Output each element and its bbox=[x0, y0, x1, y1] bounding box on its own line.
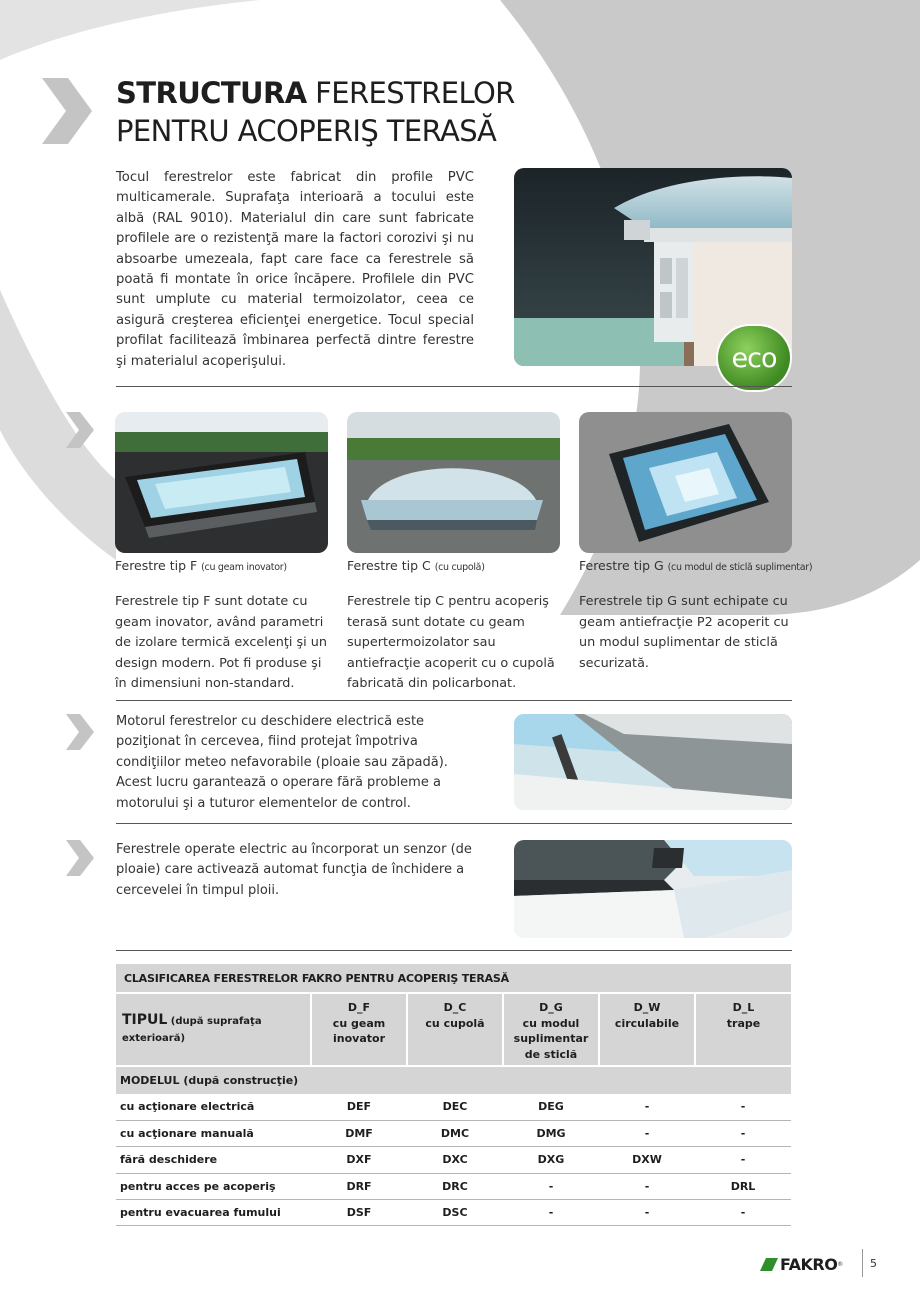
title-bold: STRUCTURA bbox=[116, 76, 307, 110]
type-header bbox=[116, 993, 311, 1066]
divider bbox=[116, 700, 792, 701]
table-cell: - bbox=[695, 1147, 791, 1173]
caption-main: Ferestre tip G bbox=[579, 558, 668, 573]
table-cell: - bbox=[599, 1173, 695, 1199]
table-cell: DRC bbox=[407, 1173, 503, 1199]
classification-table bbox=[116, 964, 791, 1226]
description-type-g: Ferestrele tip G sunt echipate cu geam antiefracţie P2 acoperit cu un modul suplimentar de sticlă securizată. bbox=[579, 594, 789, 671]
caption-type-c bbox=[347, 558, 485, 573]
chevron-icon bbox=[66, 714, 94, 750]
column-code: D_W bbox=[633, 1001, 661, 1014]
caption-small: (cu geam inovator) bbox=[201, 562, 287, 573]
table-row bbox=[116, 1200, 791, 1226]
divider bbox=[116, 950, 792, 951]
table-cell: DRF bbox=[311, 1173, 407, 1199]
sensor-paragraph: Ferestrele operate electric au încorporat un senzor (de ploaie) care activează automat funcţia de închidere a cercevelei în timpul ploii. bbox=[116, 842, 472, 898]
table-cell: DMC bbox=[407, 1120, 503, 1146]
caption-type-f bbox=[115, 558, 287, 573]
divider bbox=[116, 386, 792, 387]
sensor-photo bbox=[514, 840, 792, 938]
table-cell: DSF bbox=[311, 1200, 407, 1226]
window-type-c-photo bbox=[347, 412, 560, 553]
table-row bbox=[116, 1094, 791, 1120]
title-rest: FERESTRELOR bbox=[306, 76, 515, 110]
table-cell: - bbox=[599, 1200, 695, 1226]
chevron-icon bbox=[42, 78, 92, 144]
row-label: cu acţionare manuală bbox=[116, 1120, 311, 1146]
column-desc: cu geam inovator bbox=[332, 1016, 386, 1045]
row-label: fără deschidere bbox=[116, 1147, 311, 1173]
window-type-g-photo bbox=[579, 412, 792, 553]
intro-paragraph: Tocul ferestrelor este fabricat din profile PVC multicamerale. Suprafaţa interioară a tocului este albă (RAL 9010). Materialul din care sunt fabricate profilele are o rezistenţă mare la factori corozivi şi nu absoarbe umezeala, fapt care face ca ferestrele să poată fi montate în orice încăpere. Profilele din PVC sunt umplute cu material termoizolator, ceea ce asigură creşterea eficienţei energetice. Tocul special profilat facilitează îmbinarea perfectă dintre ferestre şi materialul acoperişului. bbox=[116, 170, 474, 369]
description-type-f: Ferestrele tip F sunt dotate cu geam inovator, având parametri de izolare termică excelenţi şi un design modern. Pot fi produse şi în dimensiuni non-standard. bbox=[115, 594, 327, 691]
eco-label: eco bbox=[731, 342, 777, 374]
column-desc: cu modul suplimentar de sticlă bbox=[513, 1016, 589, 1061]
column-desc: circulabile bbox=[614, 1016, 680, 1030]
eco-badge bbox=[718, 326, 790, 390]
table-cell: DSC bbox=[407, 1200, 503, 1226]
caption-small: (cu modul de sticlă suplimentar) bbox=[667, 562, 813, 573]
column-desc: cu cupolă bbox=[425, 1016, 485, 1030]
motor-photo bbox=[514, 714, 792, 810]
logo-mark-icon bbox=[760, 1258, 778, 1271]
column-header bbox=[311, 993, 407, 1066]
table-cell: DMF bbox=[311, 1120, 407, 1146]
table-title-row bbox=[116, 964, 791, 993]
column-header bbox=[407, 993, 503, 1066]
column-header bbox=[599, 993, 695, 1066]
description-type-c: Ferestrele tip C pentru acoperiş terasă sunt dotate cu geam supertermoizolator sau antiefracţie acoperit cu o cupolă fabricată din policarbonat. bbox=[347, 594, 555, 691]
page-title bbox=[116, 74, 536, 150]
type-label: TIPUL bbox=[122, 1012, 168, 1028]
row-label: pentru acces pe acoperiş bbox=[116, 1173, 311, 1199]
type-sub: (după suprafaţa exterioară) bbox=[122, 1016, 262, 1044]
title-line2: PENTRU ACOPERIŞ TERASĂ bbox=[116, 114, 497, 148]
caption-main: Ferestre tip C bbox=[347, 558, 435, 573]
chevron-icon bbox=[66, 840, 94, 876]
row-label: pentru evacuarea fumului bbox=[116, 1200, 311, 1226]
caption-main: Ferestre tip F bbox=[115, 558, 202, 573]
table-cell: DXW bbox=[599, 1147, 695, 1173]
table-cell: DRL bbox=[695, 1173, 791, 1199]
brand-name: FAKRO bbox=[780, 1254, 838, 1274]
window-type-f-photo bbox=[115, 412, 328, 553]
table-cell: - bbox=[695, 1200, 791, 1226]
row-label: cu acţionare electrică bbox=[116, 1094, 311, 1120]
table-cell: DXF bbox=[311, 1147, 407, 1173]
column-header bbox=[695, 993, 791, 1066]
table-cell: - bbox=[599, 1094, 695, 1120]
table-row bbox=[116, 1173, 791, 1199]
table-cell: DXC bbox=[407, 1147, 503, 1173]
column-code: D_C bbox=[443, 1001, 467, 1014]
caption-type-g bbox=[579, 558, 812, 573]
table-cell: - bbox=[503, 1173, 599, 1199]
table-title: CLASIFICAREA FERESTRELOR FAKRO PENTRU ACOPERIŞ TERASĂ bbox=[116, 964, 791, 993]
table-cell: DXG bbox=[503, 1147, 599, 1173]
table-header-row bbox=[116, 993, 791, 1066]
table-cell: - bbox=[503, 1200, 599, 1226]
registered-mark: ® bbox=[837, 1260, 844, 1268]
fakro-logo bbox=[760, 1252, 843, 1276]
page-number: 5 bbox=[870, 1257, 877, 1270]
table-cell: DEC bbox=[407, 1094, 503, 1120]
table-cell: - bbox=[695, 1120, 791, 1146]
table-cell: - bbox=[695, 1094, 791, 1120]
footer-separator bbox=[862, 1249, 863, 1277]
table-cell: DEG bbox=[503, 1094, 599, 1120]
model-label: MODELUL (după construcţie) bbox=[116, 1066, 791, 1094]
chevron-icon bbox=[66, 412, 94, 448]
column-code: D_L bbox=[732, 1001, 755, 1014]
table-subheader-row bbox=[116, 1066, 791, 1094]
table-cell: DMG bbox=[503, 1120, 599, 1146]
divider bbox=[116, 823, 792, 824]
table-row bbox=[116, 1120, 791, 1146]
table-cell: - bbox=[599, 1120, 695, 1146]
motor-paragraph: Motorul ferestrelor cu deschidere electrică este poziţionat în cercevea, fiind protejat împotriva condiţiilor meteo nefavorabile (ploaie sau zăpadă). Acest lucru garantează o operare fără probleme a motorului şi a tuturor elementelor de control. bbox=[116, 714, 448, 811]
table-cell: DEF bbox=[311, 1094, 407, 1120]
column-code: D_F bbox=[347, 1001, 371, 1014]
column-desc: trape bbox=[726, 1016, 761, 1030]
caption-small: (cu cupolă) bbox=[434, 562, 485, 573]
column-code: D_G bbox=[539, 1001, 563, 1014]
column-header bbox=[503, 993, 599, 1066]
table-row bbox=[116, 1147, 791, 1173]
